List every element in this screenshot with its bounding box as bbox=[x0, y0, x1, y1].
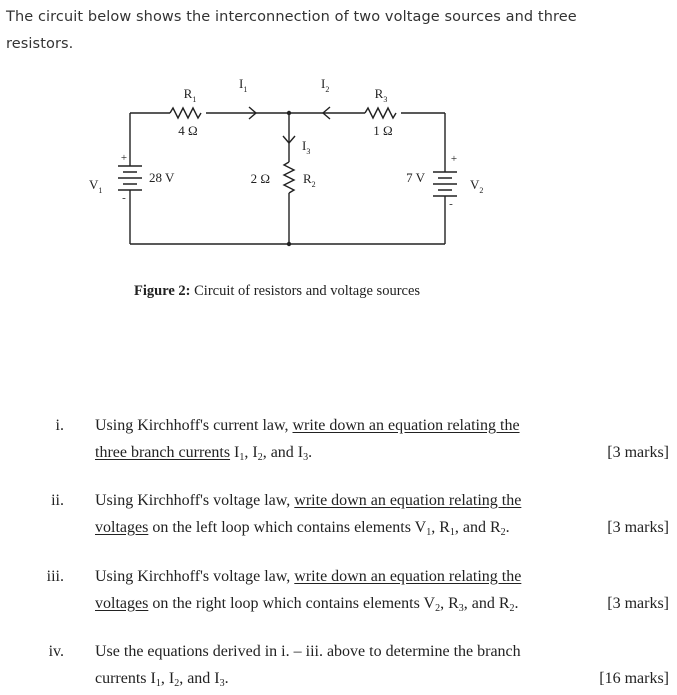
v1-value: 28 V bbox=[149, 170, 175, 185]
node-bottom-junction bbox=[287, 242, 291, 246]
r3-value: 1 Ω bbox=[373, 123, 393, 138]
i2-label: $I_2$ bbox=[321, 76, 330, 94]
intro-paragraph: The circuit below shows the interconnection of two voltage sources and three resistors. bbox=[6, 9, 577, 52]
figure-caption-text: Circuit of resistors and voltage sources bbox=[194, 283, 421, 299]
resistor-r2-zigzag bbox=[284, 162, 294, 193]
question-marks: [3 marks] bbox=[607, 444, 669, 461]
battery-v2-plates bbox=[433, 172, 457, 196]
r2-label: $R_2$ bbox=[303, 171, 316, 189]
battery-v1-plates bbox=[118, 166, 142, 190]
figure-caption-label: Figure 2: bbox=[134, 283, 191, 299]
figure-caption bbox=[134, 283, 420, 300]
v2-label: $V_2$ bbox=[470, 177, 484, 195]
question-line-2: voltages on the left loop which contains elements $V_1$, $R_1$, and $R_2$. bbox=[95, 519, 510, 538]
resistor-r3-zigzag bbox=[365, 108, 396, 118]
question-line-2: voltages on the right loop which contains elements $V_2$, $R_3$, and $R_2$. bbox=[95, 595, 519, 614]
question-line-1: Using Kirchhoff's voltage law, write down an equation relating the bbox=[95, 492, 522, 509]
question-number: ii. bbox=[51, 492, 64, 509]
question-line-1: Use the equations derived in i. – iii. above to determine the branch bbox=[95, 643, 521, 660]
question-number: i. bbox=[55, 417, 64, 434]
i3-label: $I_3$ bbox=[302, 138, 311, 156]
v2-value: 7 V bbox=[406, 170, 425, 185]
question-line-1: Using Kirchhoff's voltage law, write down an equation relating the bbox=[95, 568, 522, 585]
circuit-diagram bbox=[0, 0, 677, 280]
question-number: iv. bbox=[48, 643, 64, 660]
question-line-1: Using Kirchhoff's current law, write down an equation relating the bbox=[95, 417, 520, 434]
v1-label: $V_1$ bbox=[89, 177, 103, 195]
question-line-2: three branch currents $I_1$, $I_2$, and $I_3$. bbox=[95, 444, 313, 463]
question-line-2: currents $I_1$, $I_2$, and $I_3$. bbox=[95, 670, 229, 689]
v1-minus-sign: - bbox=[122, 192, 126, 204]
r1-value: 4 Ω bbox=[178, 123, 198, 138]
v2-plus-sign: + bbox=[450, 153, 458, 165]
i1-label: $I_1$ bbox=[239, 76, 248, 94]
r1-label: $R_1$ bbox=[183, 86, 197, 104]
question-marks: [3 marks] bbox=[607, 595, 669, 612]
v2-minus-sign: - bbox=[449, 198, 453, 210]
question-marks: [16 marks] bbox=[599, 670, 669, 687]
v1-plus-sign: + bbox=[120, 152, 128, 164]
r2-value: 2 Ω bbox=[250, 171, 270, 186]
node-top-junction bbox=[287, 111, 291, 115]
resistor-r1-zigzag bbox=[170, 108, 201, 118]
question-number: iii. bbox=[46, 568, 64, 585]
question-marks: [3 marks] bbox=[607, 519, 669, 536]
r3-label: $R_3$ bbox=[374, 86, 388, 104]
